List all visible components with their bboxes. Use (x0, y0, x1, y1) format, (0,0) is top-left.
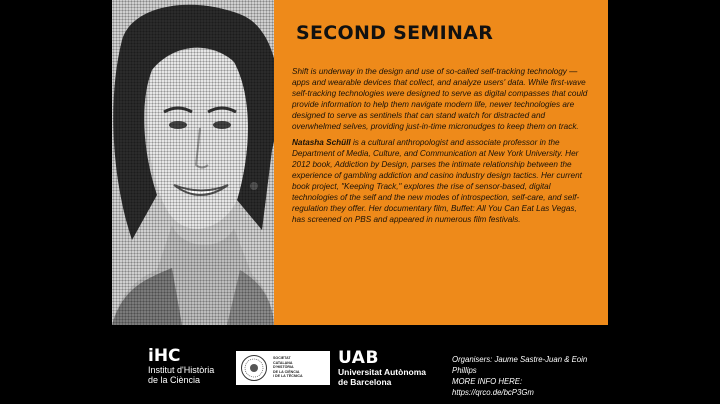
seminar-slide (112, 0, 608, 404)
uab-mark: UAB (338, 348, 379, 368)
ihc-mark: iHC (148, 346, 181, 366)
society-line-4: DE LA CIÈNCIA (273, 369, 300, 374)
society-name (273, 356, 327, 379)
footer (112, 325, 608, 404)
society-line-1: SOCIETAT (273, 356, 291, 360)
society-logo (236, 351, 330, 385)
society-line-5: I DE LA TÈCNICA (273, 374, 303, 379)
speaker-name: Natasha Schüll (292, 137, 351, 147)
society-emblem-icon (240, 354, 268, 382)
uab-line-1: Universitat Autònoma (338, 367, 427, 377)
more-info-link[interactable]: https://qrco.de/bcP3Gm (452, 388, 534, 397)
seminar-description (292, 66, 592, 229)
seminar-title: SECOND SEMINAR (296, 22, 494, 44)
abstract-paragraph: Shift is underway in the design and use of so-called self-tracking technology — apps and wearable devices that collect, and analyze users' data. While first-wave self-tracking technologies were designed to serve as digital compasses that could provide information to help them navigate modern life, newer technologies are designed to serve as sentinels that can stand watch for distracted and overwhelmed selves, providing just-in-time micronudges to keep them on track. (292, 67, 588, 132)
portrait-image (112, 0, 274, 325)
organisers-text: Organisers: Jaume Sastre-Juan & Eoin Phillips (452, 355, 588, 375)
info-panel (274, 0, 608, 325)
speaker-portrait (112, 0, 274, 325)
ihc-line-2: de la Ciència (148, 375, 201, 385)
uab-line-2: de Barcelona (338, 376, 392, 387)
ihc-line-1: Institut d'Història (148, 365, 215, 375)
uab-logo (338, 349, 426, 387)
more-info-label: MORE INFO HERE: (452, 377, 523, 386)
ihc-logo (148, 347, 214, 385)
event-info (452, 354, 602, 398)
bio-paragraph (292, 137, 592, 226)
society-line-3: D'HISTÒRIA (273, 365, 294, 370)
bio-text: is a cultural anthropologist and associate professor in the Department of Media, Culture, and Communication at New York University. Her 2012 book, Addiction by Design, parses the intimate relationship between the experience of gambling addiction and casino industry design tactics. Her current book project, "Keeping Track," explores the rise of sensor-based, digital technologies of the self and the new modes of introspection, self-care, and self-regulation they offer. Her documentary film, Buffet: All You Can Eat Las Vegas, has screened on PBS and appeared in numerous film festivals. (292, 137, 582, 225)
society-line-2: CATALANA (273, 360, 293, 365)
